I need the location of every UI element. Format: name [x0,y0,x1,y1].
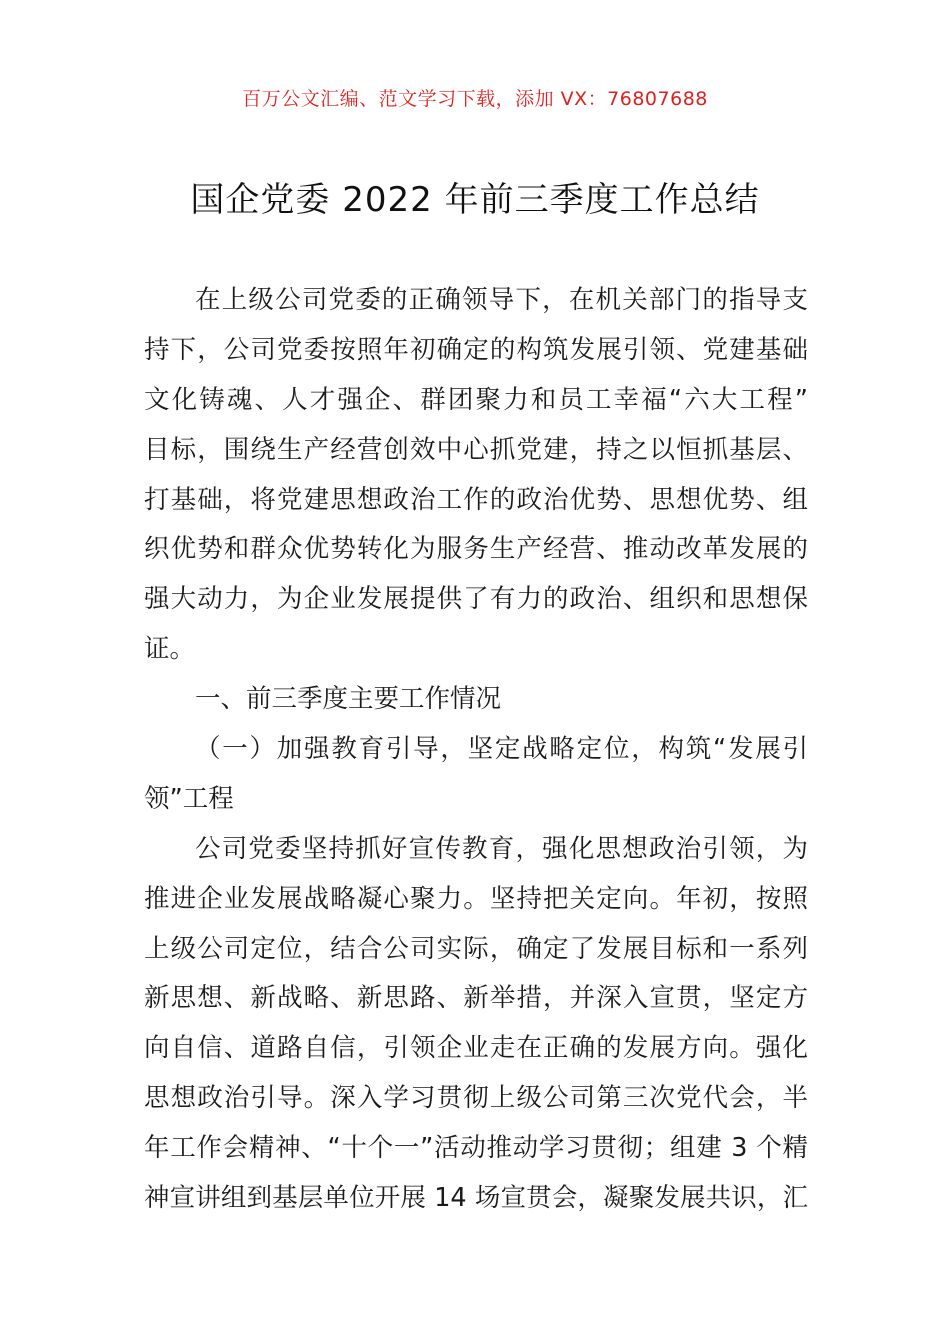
paragraph-line: 思想政治引导。深入学习贯彻上级公司第三次党代会，半 [144,1083,808,1114]
paragraph-line: 向自信、道路自信，引领企业走在正确的发展方向。强化 [144,1033,808,1064]
paragraph-line: 新思想、新战略、新思路、新举措，并深入宣贯，坚定方 [144,983,808,1014]
paragraph-line: 打基础，将党建思想政治工作的政治优势、思想优势、组 [144,484,808,515]
paragraph-line: 推进企业发展战略凝心聚力。坚持把关定向。年初，按照 [144,883,808,914]
paragraph-line: 证。 [144,634,196,665]
paragraph-line: 文化铸魂、人才强企、群团聚力和员工幸福“六大工程” [144,384,808,415]
paragraph-line: 公司党委坚持抓好宣传教育，强化思想政治引领，为 [195,833,808,864]
paragraph-line: 在上级公司党委的正确领导下，在机关部门的指导支 [195,285,808,315]
document-title: 国企党委 2022 年前三季度工作总结 [190,180,760,220]
paragraph-line: 织优势和群众优势转化为服务生产经营、推动改革发展的 [144,534,808,565]
header-banner: 百万公文汇编、范文学习下载，添加 VX：76807688 [242,88,708,110]
subsection-heading: 领”工程 [144,783,234,814]
section-heading: 一、前三季度主要工作情况 [195,684,502,715]
document-body [144,276,808,1224]
paragraph-line: 持下，公司党委按照年初确定的构筑发展引领、党建基础 [144,334,808,365]
paragraph-line: 神宣讲组到基层单位开展 14 场宣贯会，凝聚发展共识，汇 [144,1183,808,1214]
paragraph-line: 年工作会精神、“十个一”活动推动学习贯彻；组建 3 个精 [144,1133,808,1164]
subsection-heading: （一）加强教育引导，坚定战略定位，构筑“发展引 [195,734,808,765]
paragraph-line: 上级公司定位，结合公司实际，确定了发展目标和一系列 [144,933,808,964]
paragraph-line: 强大动力，为企业发展提供了有力的政治、组织和思想保 [144,584,808,615]
paragraph-line: 目标，围绕生产经营创效中心抓党建，持之以恒抓基层、 [144,434,808,465]
